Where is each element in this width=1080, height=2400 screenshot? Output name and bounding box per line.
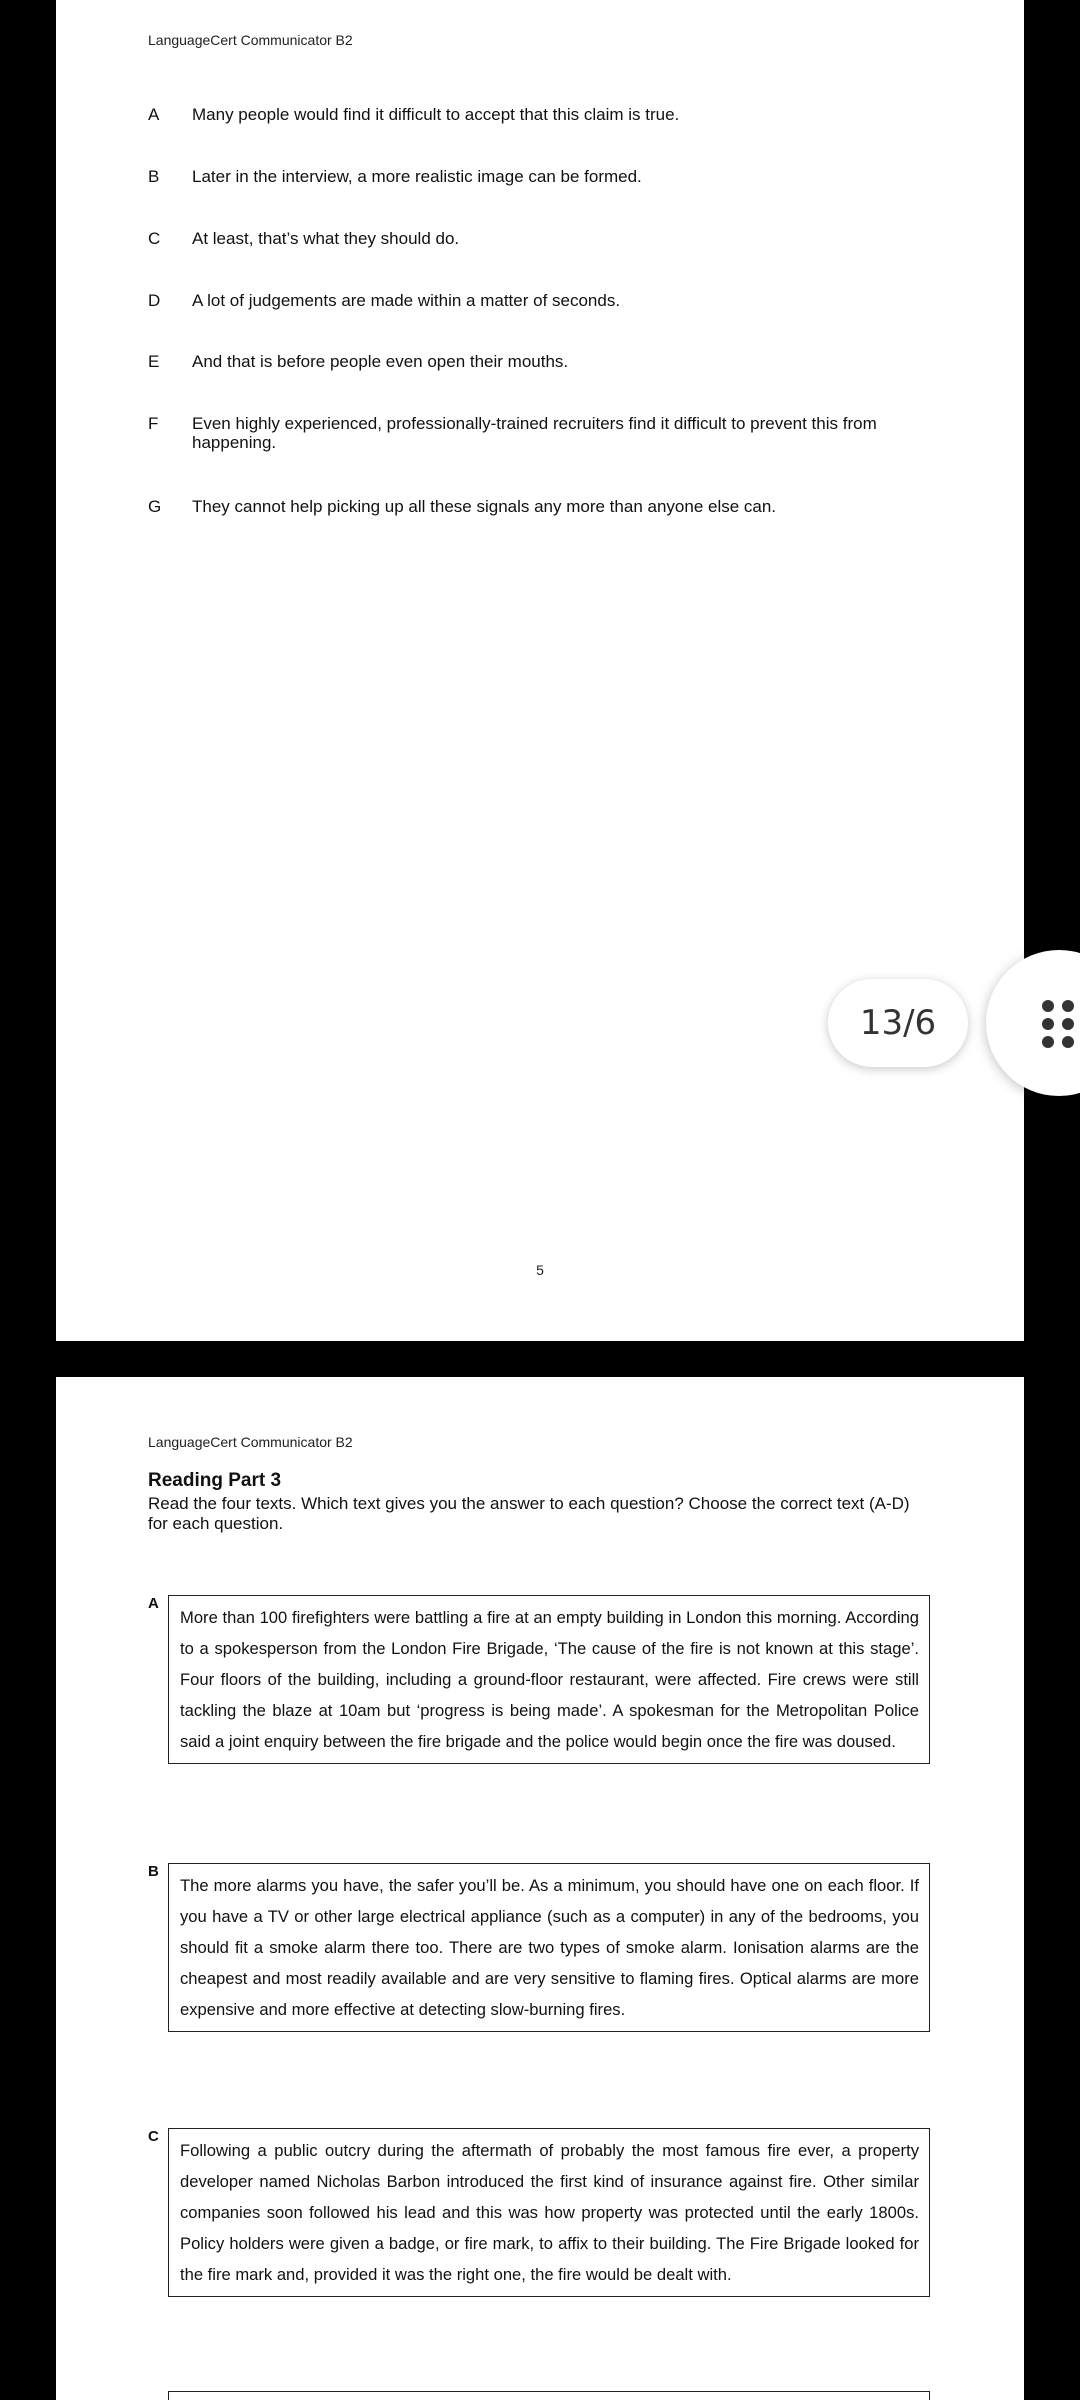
option-letter: B (148, 167, 160, 186)
option-letter: D (148, 291, 161, 310)
text-box: Following a public outcry during the aftermath of probably the most famous fire ever, a property developer named Nicholas Barbon introduced the first kind of insurance against fire. Other similar companies soon followed his lead and this was how property was protected until the early 1800s. Policy holders were given a badge, or fire mark, to affix to their building. The Fire Brigade looked for the fire mark and, provided it was the right one, the fire would be dealt with. (168, 2128, 930, 2297)
running-header: LanguageCert Communicator B2 (148, 1434, 353, 1450)
option-text: Even highly experienced, professionally-trained recruiters find it difficult to prevent this from happening. (192, 414, 877, 452)
running-header: LanguageCert Communicator B2 (148, 32, 353, 48)
text-box: The more alarms you have, the safer you’ll be. As a minimum, you should have one on each floor. If you have a TV or other large electrical appliance (such as a computer) in any of the bedrooms, you should fit a smoke alarm there too. There are two types of smoke alarm. Ionisation alarms are the cheapest and most readily available and are very sensitive to flaming fires. Optical alarms are more expensive and more effective at detecting slow-burning fires. (168, 1863, 930, 2032)
text-letter: B (148, 1863, 159, 1880)
page-indicator[interactable]: 13/6 (828, 979, 968, 1067)
option-text: Later in the interview, a more realistic image can be formed. (192, 167, 642, 186)
document-page (56, 0, 1024, 1341)
option-text: They cannot help picking up all these signals any more than anyone else can. (192, 497, 777, 516)
option-letter: F (148, 414, 159, 433)
instructions: Read the four texts. Which text gives you the answer to each question? Choose the correct text (A-D) for each question. (148, 1494, 910, 1533)
option-text: At least, that’s what they should do. (192, 229, 460, 248)
document-page (56, 1377, 1024, 2400)
text-letter: C (148, 2128, 159, 2145)
option-letter: G (148, 497, 162, 516)
option-text: Many people would find it difficult to accept that this claim is true. (192, 105, 680, 124)
section-title: Reading Part 3 (148, 1470, 282, 1491)
page-number: 5 (536, 1262, 544, 1278)
option-text: And that is before people even open their mouths. (192, 352, 569, 371)
grid-dots-icon (1042, 1000, 1080, 1050)
text-box (168, 2391, 930, 2400)
option-text: A lot of judgements are made within a matter of seconds. (192, 291, 621, 310)
option-letter: A (148, 105, 160, 124)
option-letter: E (148, 352, 160, 371)
text-box: More than 100 firefighters were battling a fire at an empty building in London this morning. According to a spokesperson from the London Fire Brigade, ‘The cause of the fire is not known at this stage’. Four floors of the building, including a ground-floor restaurant, were affected. Fire crews were still tackling the blaze at 10am but ‘progress is being made’. A spokesman for the Metropolitan Police said a joint enquiry between the fire brigade and the police would begin once the fire was doused. (168, 1595, 930, 1764)
text-letter: A (148, 1595, 159, 1612)
option-letter: C (148, 229, 161, 248)
